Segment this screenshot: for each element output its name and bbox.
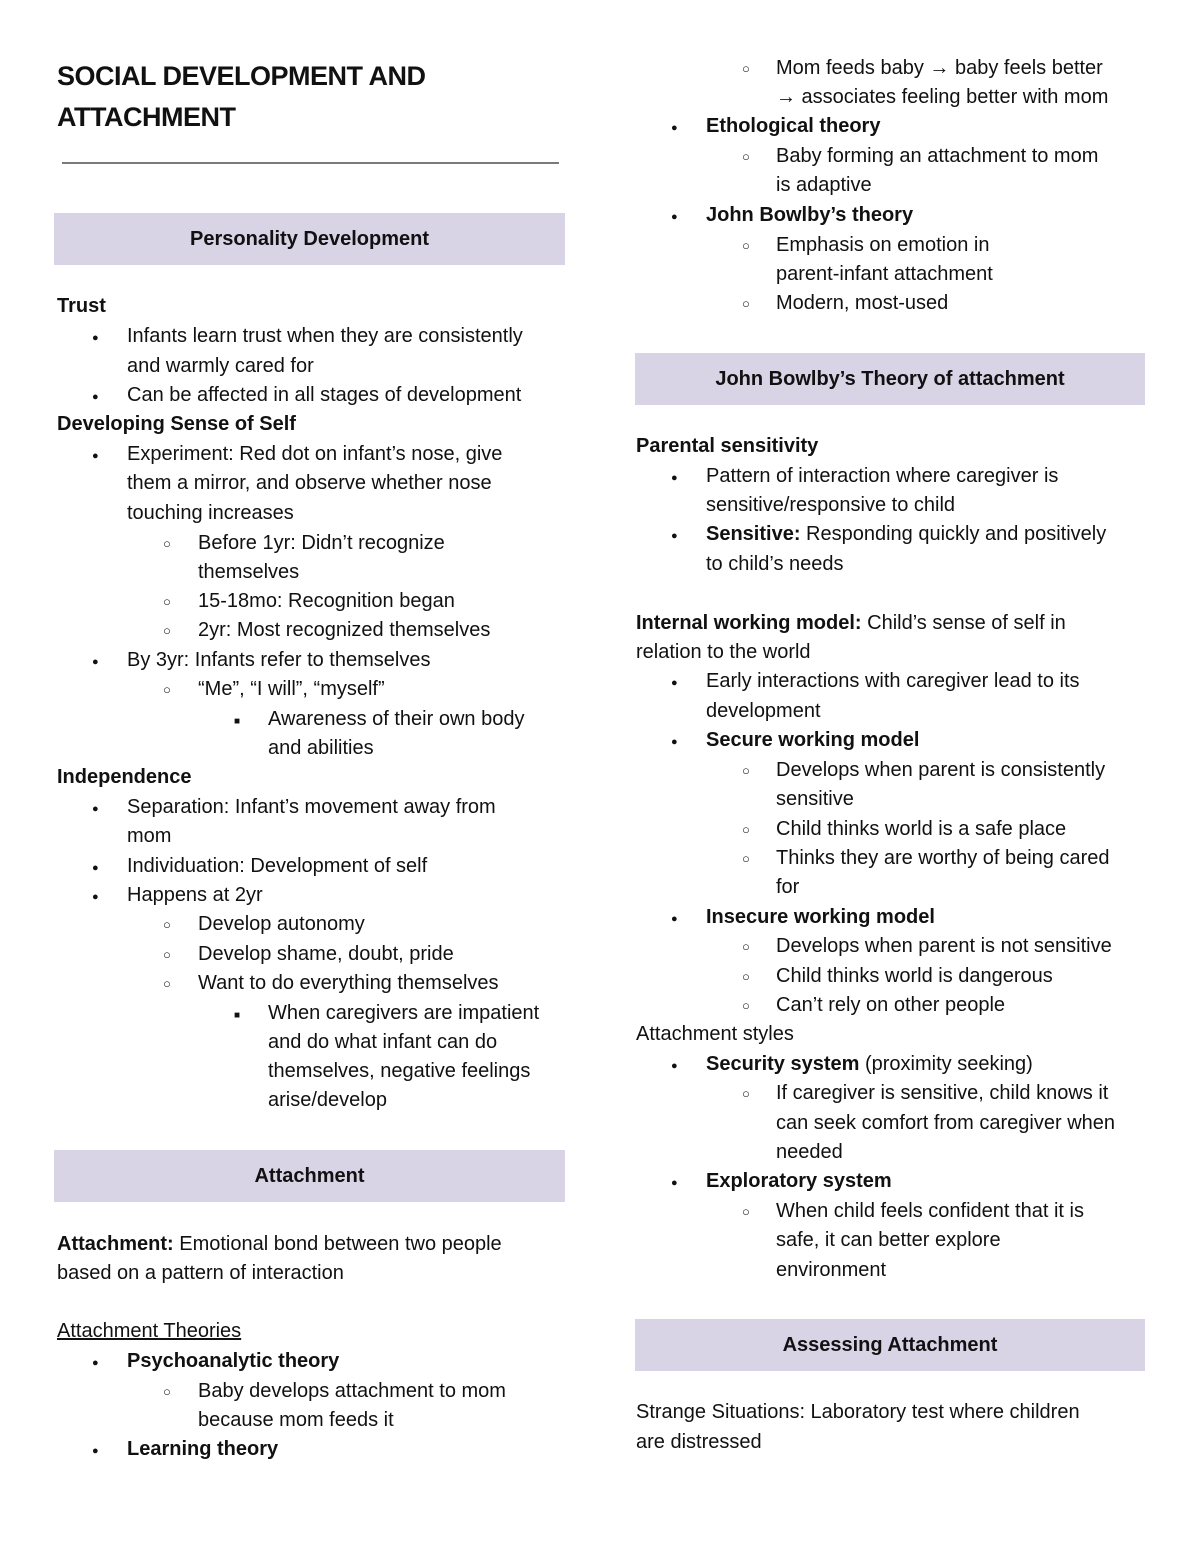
circle-bullet-icon: [163, 910, 171, 940]
text-line: Early interactions with caregiver lead to its: [706, 670, 1080, 692]
section-header-assessing: Assessing Attachment: [635, 1319, 1145, 1371]
text-line: Develop autonomy: [198, 913, 365, 935]
circle-bullet-icon: [163, 616, 171, 646]
circle-bullet-icon: [742, 1197, 750, 1227]
bullet-icon: [92, 381, 99, 413]
text-line: parent-infant attachment: [776, 263, 993, 285]
text-line: Happens at 2yr: [127, 884, 263, 906]
bullet-icon: [92, 1347, 99, 1379]
text-line: environment: [776, 1259, 887, 1281]
text-line: Baby develops attachment to mom: [198, 1380, 506, 1402]
heading-trust: Trust: [57, 295, 106, 317]
term: Internal working model:: [636, 612, 862, 634]
bullet-icon: [671, 1050, 678, 1082]
text-line: Can be affected in all stages of development: [127, 384, 522, 406]
text-line: Infants learn trust when they are consistently: [127, 325, 523, 347]
text-line: Learning theory: [127, 1438, 279, 1460]
bullet-icon: [92, 852, 99, 884]
definition: Child’s sense of self in: [861, 612, 1066, 634]
text-line: → associates feeling better with mom: [776, 86, 1109, 108]
bullet-icon: [671, 201, 678, 233]
section-header-bowlby: John Bowlby’s Theory of attachment: [635, 353, 1145, 405]
text-line: is adaptive: [776, 174, 872, 196]
text-line: Strange Situations: Laboratory test where children: [636, 1401, 1080, 1423]
circle-bullet-icon: [163, 1377, 171, 1407]
text-line: relation to the world: [636, 641, 811, 663]
text-line: Develops when parent is not sensitive: [776, 935, 1112, 957]
text-line: and do what infant can do: [268, 1031, 498, 1053]
term: Sensitive:: [706, 523, 801, 545]
circle-bullet-icon: [163, 587, 171, 617]
text-line: If caregiver is sensitive, child knows it: [776, 1082, 1109, 1104]
text-line: “Me”, “I will”, “myself”: [198, 678, 385, 700]
text-line: By 3yr: Infants refer to themselves: [127, 649, 431, 671]
text-line: sensitive/responsive to child: [706, 494, 956, 516]
text-line: [57, 1230, 502, 1260]
circle-bullet-icon: [742, 289, 750, 319]
text-line: and abilities: [268, 737, 374, 759]
text-line: Thinks they are worthy of being cared: [776, 847, 1110, 869]
term: Attachment:: [57, 1233, 174, 1255]
circle-bullet-icon: [163, 969, 171, 999]
bullet-icon: [671, 667, 678, 699]
text-line: Awareness of their own body: [268, 708, 525, 730]
bullet-icon: [671, 520, 678, 552]
definition: Responding quickly and positively: [800, 523, 1107, 545]
text-line: John Bowlby’s theory: [706, 204, 914, 226]
text-line: Modern, most-used: [776, 292, 949, 314]
text-line: Child thinks world is a safe place: [776, 818, 1067, 840]
circle-bullet-icon: [742, 844, 750, 874]
text-line: Want to do everything themselves: [198, 972, 499, 994]
text-line: them a mirror, and observe whether nose: [127, 472, 492, 494]
text-line: to child’s needs: [706, 553, 844, 575]
bullet-icon: [671, 726, 678, 758]
text-line: 15-18mo: Recognition began: [198, 590, 455, 612]
text-line: sensitive: [776, 788, 854, 810]
text-line: because mom feeds it: [198, 1409, 394, 1431]
text-line: needed: [776, 1141, 843, 1163]
circle-bullet-icon: [742, 54, 750, 84]
bullet-icon: [92, 646, 99, 678]
square-bullet-icon: [234, 999, 240, 1031]
circle-bullet-icon: [742, 1079, 750, 1109]
text-line: Baby forming an attachment to mom: [776, 145, 1099, 167]
bullet-icon: [92, 440, 99, 472]
circle-bullet-icon: [163, 675, 171, 705]
circle-bullet-icon: [163, 529, 171, 559]
text-line: are distressed: [636, 1431, 762, 1453]
section-header-personality: Personality Development: [54, 213, 565, 265]
bullet-icon: [92, 881, 99, 913]
text-line: Child thinks world is dangerous: [776, 965, 1053, 987]
bullet-icon: [92, 322, 99, 354]
text-line: for: [776, 876, 800, 898]
text-line: based on a pattern of interaction: [57, 1262, 344, 1284]
text-line: Experiment: Red dot on infant’s nose, give: [127, 443, 503, 465]
square-bullet-icon: [234, 705, 240, 737]
text-line: themselves: [198, 561, 300, 583]
bullet-icon: [671, 462, 678, 494]
bullet-icon: [671, 903, 678, 935]
text-line: mom: [127, 825, 172, 847]
circle-bullet-icon: [742, 815, 750, 845]
text-line: development: [706, 700, 821, 722]
heading-parental-sensitivity: Parental sensitivity: [636, 435, 819, 457]
bullet-icon: [671, 112, 678, 144]
bullet-icon: [92, 793, 99, 825]
text-line: Develop shame, doubt, pride: [198, 943, 454, 965]
document-title: SOCIAL DEVELOPMENT AND ATTACHMENT: [57, 61, 426, 132]
text-line: [706, 520, 1106, 550]
heading-sense-of-self: Developing Sense of Self: [57, 413, 296, 435]
bullet-icon: [671, 1167, 678, 1199]
circle-bullet-icon: [742, 756, 750, 786]
text-line: When caregivers are impatient: [268, 1002, 540, 1024]
definition: Emotional bond between two people: [173, 1233, 502, 1255]
heading-independence: Independence: [57, 766, 192, 788]
section-header-attachment: Attachment: [54, 1150, 565, 1202]
circle-bullet-icon: [742, 142, 750, 172]
text-line: When child feels confident that it is: [776, 1200, 1084, 1222]
heading-attachment-theories: Attachment Theories: [57, 1320, 242, 1342]
text-line: Before 1yr: Didn’t recognize: [198, 532, 445, 554]
circle-bullet-icon: [742, 991, 750, 1021]
text-line: Exploratory system: [706, 1170, 892, 1192]
text-line: and warmly cared for: [127, 355, 314, 377]
text-line: Individuation: Development of self: [127, 855, 428, 877]
text-line: Ethological theory: [706, 115, 881, 137]
text-line: Separation: Infant’s movement away from: [127, 796, 496, 818]
text-line: Emphasis on emotion in: [776, 234, 990, 256]
text-line: Can’t rely on other people: [776, 994, 1006, 1016]
circle-bullet-icon: [742, 932, 750, 962]
text-line: Develops when parent is consistently: [776, 759, 1106, 781]
text-line: Insecure working model: [706, 906, 935, 928]
text-line: touching increases: [127, 502, 294, 524]
term: Security system: [706, 1053, 860, 1075]
text-line: Psychoanalytic theory: [127, 1350, 340, 1372]
text-line: can seek comfort from caregiver when: [776, 1112, 1116, 1134]
circle-bullet-icon: [742, 962, 750, 992]
text-line: 2yr: Most recognized themselves: [198, 619, 491, 641]
text-line: themselves, negative feelings: [268, 1060, 531, 1082]
circle-bullet-icon: [163, 940, 171, 970]
text-line: safe, it can better explore: [776, 1229, 1001, 1251]
text-line: Pattern of interaction where caregiver is: [706, 465, 1059, 487]
heading-attachment-styles: Attachment styles: [636, 1023, 794, 1045]
title-divider: [62, 162, 559, 164]
circle-bullet-icon: [742, 231, 750, 261]
text-line: [636, 609, 1066, 639]
text-line: Secure working model: [706, 729, 920, 751]
text-line: [706, 1050, 1033, 1080]
text-line: arise/develop: [268, 1089, 387, 1111]
text-line: Mom feeds baby → baby feels better: [776, 57, 1103, 79]
definition: (proximity seeking): [859, 1053, 1033, 1075]
bullet-icon: [92, 1435, 99, 1467]
